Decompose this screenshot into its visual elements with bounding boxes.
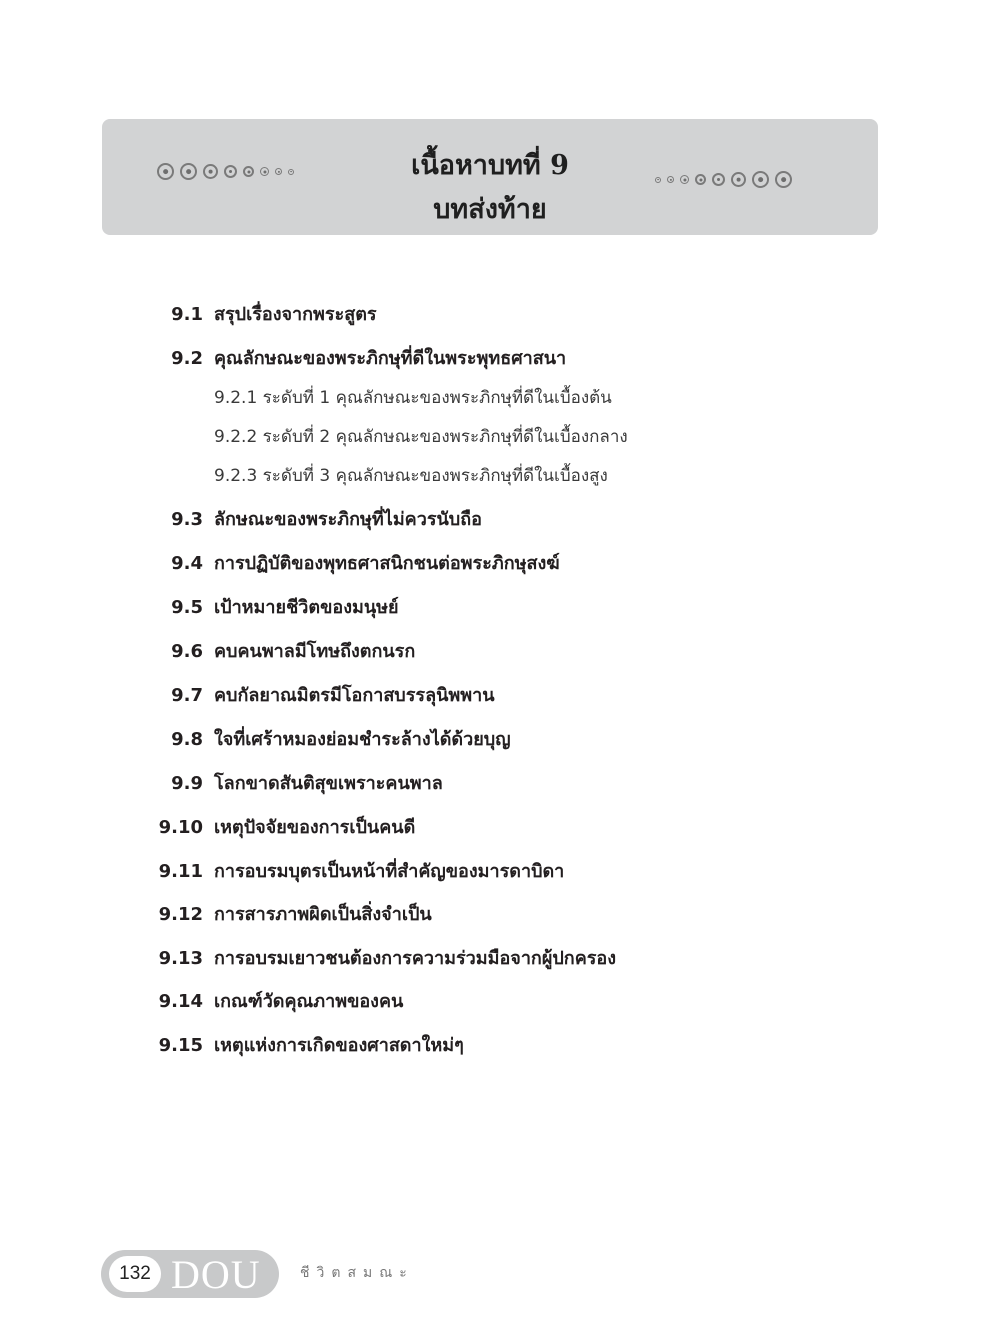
toc-item-number: 9.3 [171,509,203,530]
toc-item-label: โลกขาดสันติสุขเพราะคนพาล [214,773,443,794]
dot-ornament-icon [667,176,674,183]
toc-item-label: เป้าหมายชีวิตของมนุษย์ [214,597,399,618]
dot-ornament-icon [655,177,661,183]
toc-item [0,505,1000,535]
toc-item-number: 9.1 [171,304,203,325]
toc-subitem: 9.2.2 ระดับที่ 2 คุณลักษณะของพระภิกษุที่ดีในเบื้องกลาง [214,427,628,447]
toc-item-label: การสารภาพผิดเป็นสิ่งจำเป็น [214,904,432,925]
toc-item-number: 9.9 [171,773,203,794]
toc-subitem: 9.2.3 ระดับที่ 3 คุณลักษณะของพระภิกษุที่ดีในเบื้องสูง [214,466,608,486]
toc-item [0,593,1000,623]
toc-item [0,900,1000,930]
toc-item [0,725,1000,755]
toc-item-label: คบกัลยาณมิตรมีโอกาสบรรลุนิพพาน [214,685,495,706]
toc-item-number: 9.4 [171,553,203,574]
toc-item-number: 9.13 [158,948,203,969]
toc-item-label: เหตุปัจจัยของการเป็นคนดี [214,817,416,838]
toc-item-number: 9.15 [158,1035,203,1056]
toc-item [0,987,1000,1017]
toc-subitem: 9.2.1 ระดับที่ 1 คุณลักษณะของพระภิกษุที่ดีในเบื้องต้น [214,388,612,408]
book-title: ชีวิตสมณะ [300,1265,414,1281]
dot-ornament-icon [752,171,769,188]
dot-ornament-icon [731,172,746,187]
toc-item-number: 9.14 [158,991,203,1012]
toc-item-label: การปฏิบัติของพุทธศาสนิกชนต่อพระภิกษุสงฆ์ [214,553,560,574]
toc-item-label: สรุปเรื่องจากพระสูตร [214,304,377,325]
dot-ornament-icon [680,175,689,184]
toc-item [0,549,1000,579]
toc-item-label: เหตุแห่งการเกิดของศาสดาใหม่ๆ [214,1035,464,1056]
toc-item-number: 9.8 [171,729,203,750]
toc-item [0,944,1000,974]
dot-ornament-icon [695,174,706,185]
toc-item-label: คบคนพาลมีโทษถึงตกนรก [214,641,416,662]
decorative-dots-right [655,171,798,188]
toc-item-number: 9.2 [171,348,203,369]
toc-item-number: 9.5 [171,597,203,618]
chapter-subtitle: บทส่งท้าย [433,194,547,225]
toc-item [0,681,1000,711]
toc-item [0,769,1000,799]
toc-item [0,300,1000,330]
toc-item-number: 9.12 [158,904,203,925]
toc-item-number: 9.6 [171,641,203,662]
toc-item-label: คุณลักษณะของพระภิกษุที่ดีในพระพุทธศาสนา [214,348,567,369]
dot-ornament-icon [775,171,792,188]
toc-item-number: 9.7 [171,685,203,706]
toc-item [0,344,1000,374]
footer-badge [101,1250,279,1298]
toc-item-label: เกณฑ์วัดคุณภาพของคน [214,991,404,1012]
toc-item-label: ใจที่เศร้าหมองย่อมชำระล้างได้ด้วยบุญ [214,729,511,750]
page-number: 132 [109,1256,161,1292]
toc-item-label: การอบรมบุตรเป็นหน้าที่สำคัญของมารดาบิดา [214,861,565,882]
toc-item-label: ลักษณะของพระภิกษุที่ไม่ควรนับถือ [214,509,482,530]
dot-ornament-icon [712,173,725,186]
chapter-title: เนื้อหาบทที่ 9 [411,150,569,181]
toc-item-label: การอบรมเยาวชนต้องการความร่วมมือจากผู้ปกครอง [214,948,617,969]
toc-item-number: 9.11 [158,861,203,882]
chapter-header [102,119,878,235]
toc-item [0,857,1000,887]
toc-item [0,1031,1000,1061]
toc-item [0,637,1000,667]
toc-item [0,813,1000,843]
toc-item-number: 9.10 [158,817,203,838]
dou-logo: DOU [171,1252,261,1297]
